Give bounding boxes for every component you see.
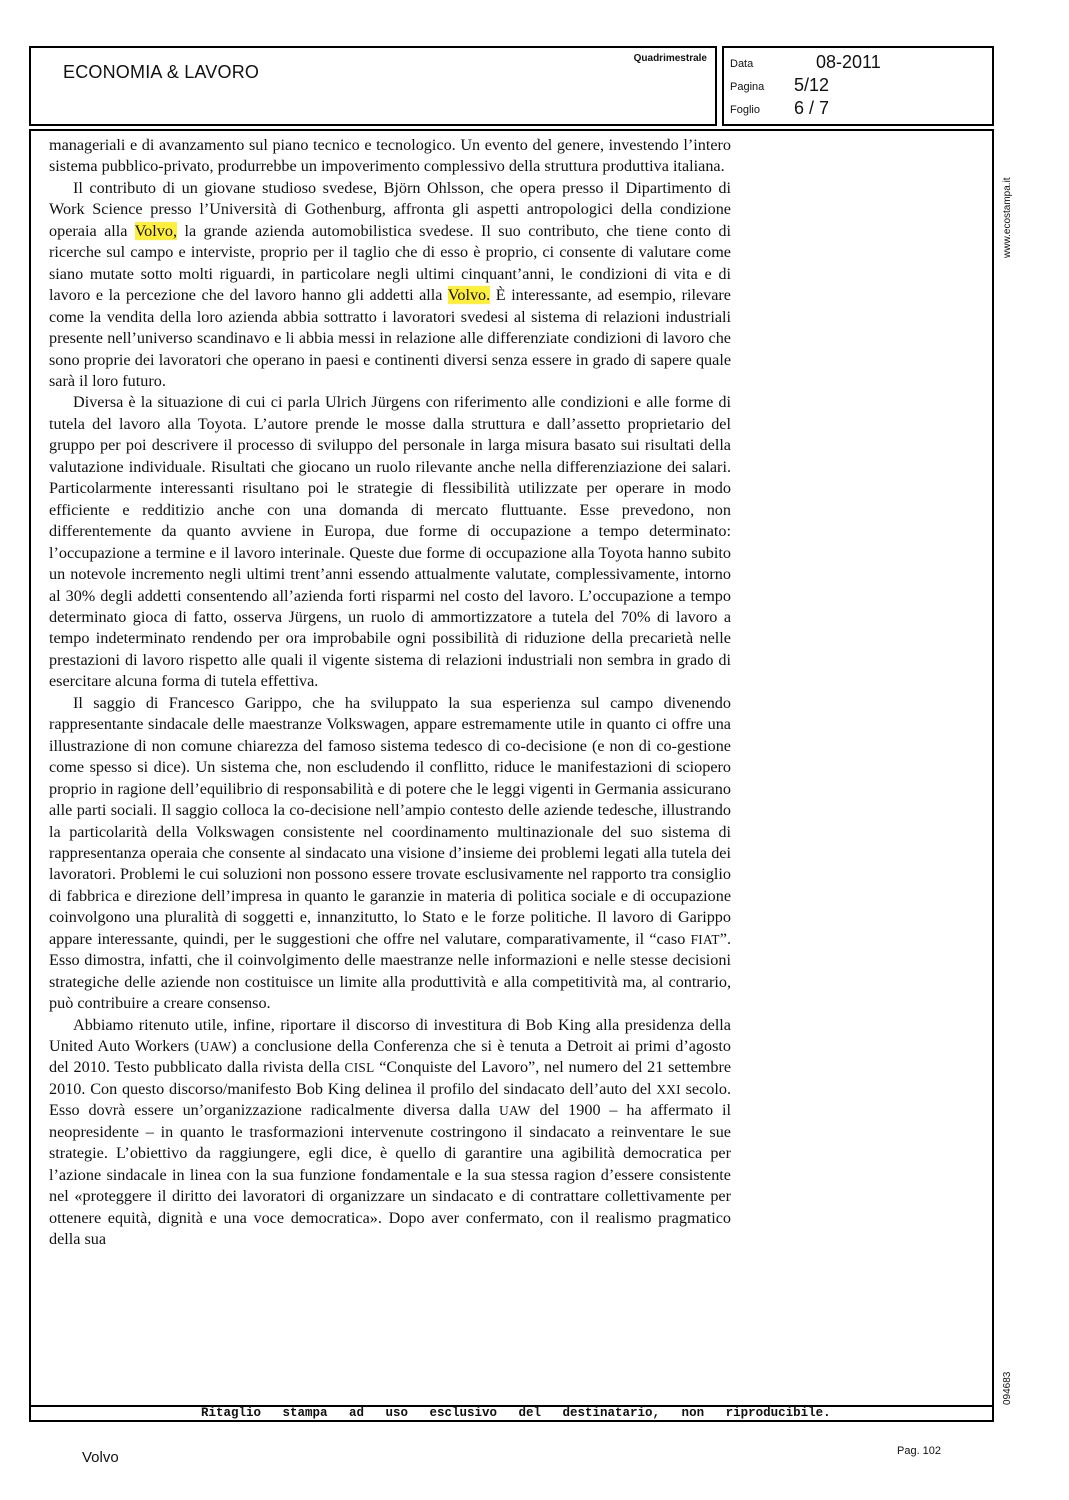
paragraph: Diversa è la situazione di cui ci parla Ulrich Jürgens con riferimento alle condizioni e alle forme di tutela del lavoro alla Toyota. L’autore prende le mosse dalla struttura e dall’assetto proprietario del gruppo per poi descrivere il processo di sviluppo del personale in larga misura basato sui risultati della valutazione individuale. Risultati che giocano un ruolo rilevante anche nella differenziazione dei salari. Particolarmente interessanti risultano poi le strategie di flessibilità utilizzate per operare in modo efficiente e redditizio anche con una domanda di mercato fluttuante. Esse prevedono, non differentemente da quanto avviene in Europa, due forme di occupazione a tempo determinato: l’occupazione a termine e il lavoro interinale. Queste due forme di occupazione alla Toyota hanno subito un notevole incremento negli ultimi trent’anni essendo attualmente valutate, complessivamente, intorno al 30% degli addetti consentendo all’azienda forti risparmi nel costo del lavoro. L’occupazione a tempo determinato gioca di fatto, osserva Jürgens, un ruolo di ammortizzatore a tutela del 70% di lavoro a tempo indeterminato rendendo per ora improbabile ogni possibilità di riduzione della precarietà nelle prestazioni di lavoro rispetto alle quali il vigente sistema di relazioni industriali non sembra in grado di esercitare alcuna forma di tutela effettiva. xyxy=(49,393,731,691)
small-caps-term: FIAT xyxy=(690,931,720,947)
small-caps-term: UAW xyxy=(499,1103,531,1119)
highlighted-keyword: Volvo, xyxy=(134,221,178,240)
small-caps-term: XXI xyxy=(656,1081,681,1097)
footer-notice: Ritaglio stampa ad uso esclusivo del destinatario, non riproducibile. xyxy=(201,1406,831,1420)
paragraph: Il contributo di un giovane studioso svedese, Björn Ohlsson, che opera presso il Dipartimento di Work Science presso l’Università di Gothenburg, affronta gli aspetti antropologici della condizione operaia alla Volvo, la grande azienda automobilistica svedese. Il suo contributo, che tiene conto di ricerche sul campo e interviste, proprio per il taglio che di esso è proprio, ci consente di valutare come siano mutate sotto molti riguardi, in particolare negli ultimi cinquant’anni, le condizioni di vita e di lavoro e la percezione che del lavoro hanno gli addetti alla Volvo. È interessante, ad esempio, rilevare come la vendita della loro azienda abbia sottratto i lavoratori svedesi al sistema di relazioni industriali presente nell’universo scandinavo e li abbia messi in relazione alle differenziate condizioni di lavoro che sono proprie dei lavoratori che operano in paesi e continenti diversi senza essere in grado di sapere quale sarà il loro futuro. xyxy=(49,178,731,390)
small-caps-term: CISL xyxy=(344,1060,375,1076)
periodicity: Quadrimestrale xyxy=(633,53,707,64)
meta-row-pagina xyxy=(730,75,980,97)
meta-label: Foglio xyxy=(730,104,760,116)
paragraph: manageriali e di avanzamento sul piano tecnico e tecnologico. Un evento del genere, investendo l’intero sistema pubblico-privato, produrrebbe un impoverimento complessivo della struttura produttiva italiana. xyxy=(49,136,731,176)
side-code: 094683 xyxy=(1002,1371,1013,1405)
meta-value-sheet: 6 / 7 xyxy=(794,98,830,118)
side-website: www.ecostampa.it xyxy=(1002,177,1013,258)
footer-notice-box xyxy=(29,1405,994,1422)
header-publication-box xyxy=(29,46,717,126)
paragraph: Il saggio di Francesco Garippo, che ha sviluppato la sua esperienza sul campo divenendo rappresentante sindacale delle maestranze Volkswagen, appare estremamente utile in quanto ci offre una illustrazione di non comune chiarezza del famoso sistema tedesco di co-decisione (e non di co-gestione come spesso si dice). Un sistema che, non escludendo il conflitto, riduce le manifestazioni di sciopero proprio in ragione dell’equilibrio di responsabilità e di potere che le leggi vigenti in Germania assicurano alle parti sociali. Il saggio colloca la co-decisione nell’ampio contesto delle aziende tedesche, illustrando la particolarità della Volkswagen consistente nel coordinamento multinazionale del suo sistema di rappresentanza operaia che consente al sindacato una visione d’insieme dei problemi legati alla tutela dei lavoratori. Problemi le cui soluzioni non possono essere trovate esclusivamente nel rapporto tra consiglio di fabbrica e direzione dell’impresa in quanto le garanzie in materia di politica sociale e di occupazione coinvolgono una pluralità di soggetti e, innanzitutto, lo Stato e le forze politiche. Il lavoro di Garippo appare interessante, quindi, per le suggestioni che offre nel valutare, comparativamente, il “caso FIAT”. Esso dimostra, infatti, che il coinvolgimento delle maestranze nelle informazioni e nelle stesse decisioni strategiche delle aziende non costituisce un limite alla produttività e alla competitività ma, al contrario, può contribuire a creare consenso. xyxy=(49,693,732,1013)
small-caps-term: UAW xyxy=(199,1039,232,1055)
header-meta-box xyxy=(722,46,994,126)
keyword-label: Volvo xyxy=(82,1449,119,1466)
meta-label: Data xyxy=(730,58,754,70)
paragraph: Abbiamo ritenuto utile, infine, riportare il discorso di investitura di Bob King alla presidenza della United Auto Workers (UAW) a conclusione della Conferenza che si è tenuta a Detroit ai primi d’agosto del 2010. Testo pubblicato dalla rivista della CISL “Conquiste del Lavoro”, nel numero del 21 settembre 2010. Con questo discorso/manifesto Bob King delinea il profilo del sindacato dell’auto del XXI secolo. Esso dovrà essere un’organizzazione radicalmente diversa dalla UAW del 1900 – ha affermato il neopresidente – in quanto le trasformazioni intervenute costringono il sindacato a reinventare le sue strategie. L’obiettivo da raggiungere, egli dice, è quello di garantire una agibilità democratica per l’azione sindacale in linea con la sua funzione fondamentale e la sua stessa ragion d’essere consistente nel «proteggere il diritto dei lavoratori di organizzare un sindacato e di contrattare collettivamente per ottenere equità, dignità e una voce democratica». Dopo aver confermato, con il realismo pragmatico della sua xyxy=(49,1015,732,1249)
page-number: Pag. 102 xyxy=(897,1445,942,1457)
highlighted-keyword: Volvo. xyxy=(447,286,491,305)
meta-value-date: 08-2011 xyxy=(816,52,881,72)
publication-title: ECONOMIA & LAVORO xyxy=(63,62,260,82)
article-body xyxy=(49,135,731,1251)
article-clipping xyxy=(29,129,994,1405)
meta-row-foglio xyxy=(730,98,980,120)
meta-label: Pagina xyxy=(730,81,765,93)
meta-row-data xyxy=(730,52,980,74)
meta-value-page: 5/12 xyxy=(794,75,830,95)
